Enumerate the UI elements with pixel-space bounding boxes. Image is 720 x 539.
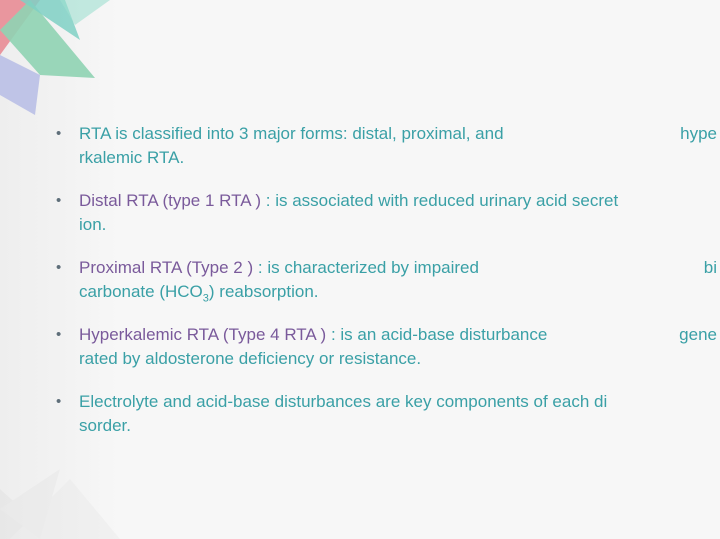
bullet-line xyxy=(79,256,717,280)
bullet-line xyxy=(79,390,717,414)
bullet-line xyxy=(79,323,717,347)
subscript: 3 xyxy=(202,292,209,305)
bullet-item xyxy=(52,189,717,237)
bullet-term: Proximal RTA (Type 2 ) xyxy=(79,258,258,277)
bullet-line xyxy=(79,347,717,371)
bullet-item xyxy=(52,390,717,438)
bullet-item xyxy=(52,256,717,304)
bullet-icon: • xyxy=(56,125,62,142)
bullet-line xyxy=(79,189,717,213)
bullet-text: ) reabsorption. xyxy=(208,282,319,301)
bullet-text: carbonate (HCO xyxy=(79,282,203,301)
bullet-text-tail: bi xyxy=(703,258,717,277)
bullet-text: Electrolyte and acid-base disturbances are key components of each di xyxy=(79,392,608,411)
bullet-text: : is an acid-base disturbance xyxy=(330,325,548,344)
bullet-text: sorder. xyxy=(79,416,131,435)
bullet-line xyxy=(79,414,717,438)
bullet-icon: • xyxy=(56,393,62,410)
bullet-text: : is associated with reduced urinary acid secret xyxy=(265,191,619,210)
bullet-item xyxy=(52,122,717,170)
bullet-term: Hyperkalemic RTA (Type 4 RTA ) xyxy=(79,325,331,344)
bullet-line xyxy=(79,146,717,170)
bullet-text: RTA is classified into 3 major forms: distal, proximal, and xyxy=(79,124,504,143)
bullet-text: rated by aldosterone deficiency or resistance. xyxy=(79,349,422,368)
slide-content xyxy=(52,122,717,457)
bullet-text: rkalemic RTA. xyxy=(79,148,185,167)
bullet-line xyxy=(79,122,717,146)
bullet-line xyxy=(79,213,717,237)
bullet-term: Distal RTA (type 1 RTA ) xyxy=(79,191,266,210)
bullet-icon: • xyxy=(56,326,62,343)
bullet-item xyxy=(52,323,717,371)
bullet-line xyxy=(79,280,717,304)
bullet-text: : is characterized by impaired xyxy=(257,258,479,277)
bullet-icon: • xyxy=(56,259,62,276)
bullet-text-tail: hype xyxy=(680,124,717,143)
bullet-text-tail: gene xyxy=(679,325,717,344)
leaf-petals-icon xyxy=(0,0,140,140)
bullet-icon: • xyxy=(56,192,62,209)
bullet-text: ion. xyxy=(79,215,107,234)
